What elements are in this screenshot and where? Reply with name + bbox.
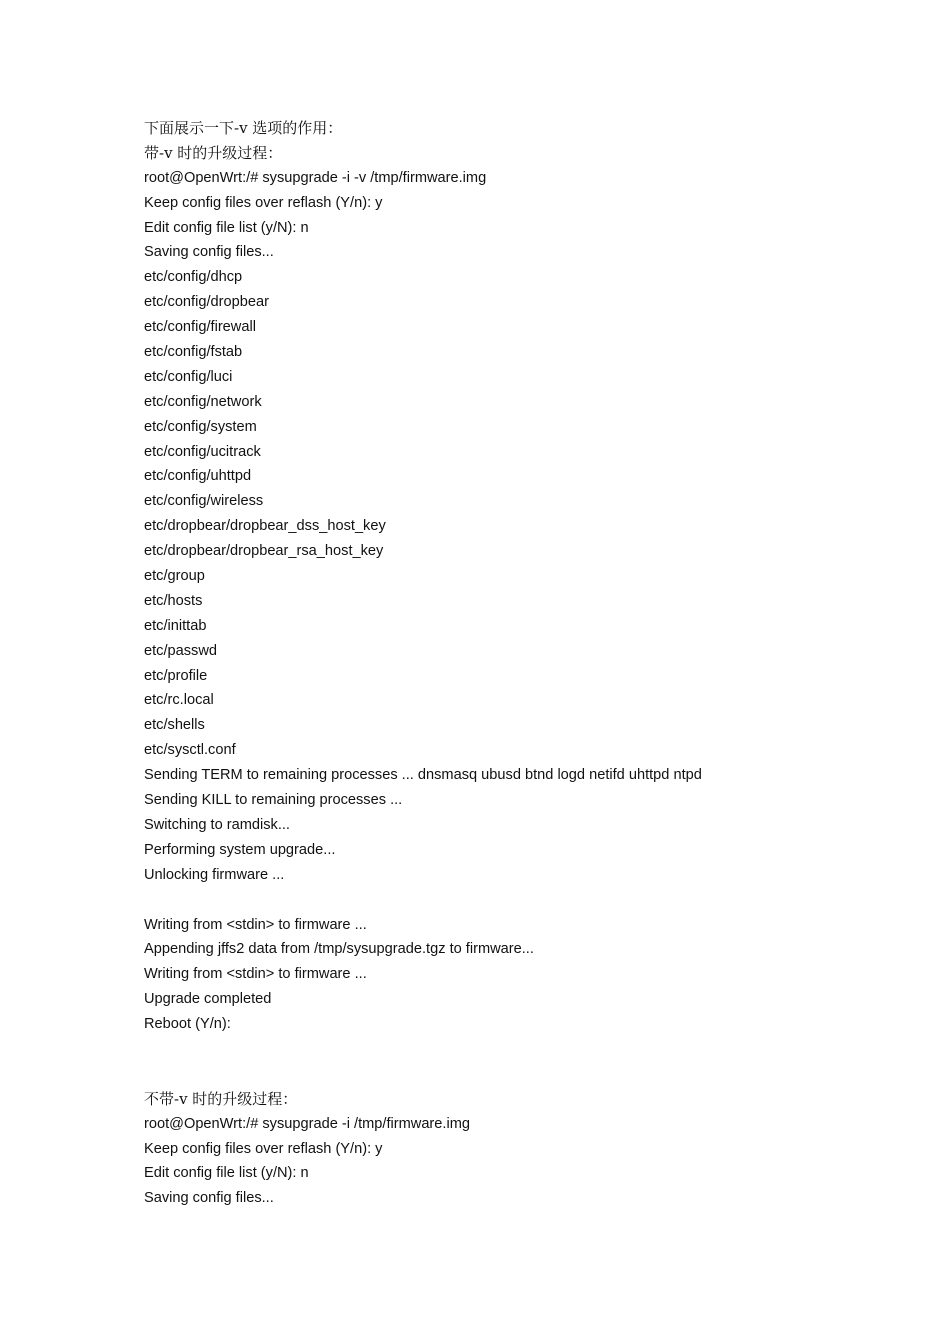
log-line: Saving config files... <box>144 244 274 261</box>
log-line: Upgrade completed <box>144 991 272 1008</box>
log-line: etc/config/network <box>144 393 262 410</box>
log-line: Keep config files over reflash (Y/n): y <box>144 1140 383 1157</box>
document-page <box>144 116 904 1211</box>
log-line: Performing system upgrade... <box>144 841 336 858</box>
section-heading-with-v: 带-v 时的升级过程： <box>144 143 283 162</box>
spacer <box>144 1037 904 1062</box>
log-line: etc/dropbear/dropbear_dss_host_key <box>144 518 386 535</box>
log-line: etc/hosts <box>144 592 203 609</box>
log-line: etc/config/firewall <box>144 319 256 336</box>
log-line: Edit config file list (y/N): n <box>144 219 309 236</box>
log-line: Switching to ramdisk... <box>144 816 290 833</box>
spacer <box>144 1062 904 1087</box>
log-line: Edit config file list (y/N): n <box>144 1165 309 1182</box>
log-line: etc/config/ucitrack <box>144 443 261 460</box>
log-line: etc/dropbear/dropbear_rsa_host_key <box>144 543 384 560</box>
log-line: Reboot (Y/n): <box>144 1016 231 1033</box>
log-line: Writing from <stdin> to firmware ... <box>144 916 367 933</box>
log-line: etc/group <box>144 568 205 585</box>
log-line: etc/config/luci <box>144 368 233 385</box>
log-line: etc/config/wireless <box>144 493 264 510</box>
terminal-log-without-v <box>144 1112 904 1212</box>
log-line: Keep config files over reflash (Y/n): y <box>144 194 383 211</box>
log-line: etc/shells <box>144 717 205 734</box>
log-line: etc/config/fstab <box>144 344 243 361</box>
log-line: Sending TERM to remaining processes ... dnsmasq ubusd btnd logd netifd uhttpd ntpd <box>144 767 702 784</box>
log-line: etc/config/system <box>144 418 257 435</box>
log-line: Writing from <stdin> to firmware ... <box>144 966 367 983</box>
log-line: Saving config files... <box>144 1190 274 1207</box>
intro-heading: 下面展示一下-v 选项的作用： <box>144 119 343 137</box>
terminal-log-with-v <box>144 166 904 1037</box>
log-line: root@OpenWrt:/# sysupgrade -i -v /tmp/firmware.img <box>144 169 487 186</box>
log-line: etc/config/dhcp <box>144 269 243 286</box>
log-line: etc/inittab <box>144 617 207 634</box>
log-line: Sending KILL to remaining processes ... <box>144 792 403 809</box>
log-line: Appending jffs2 data from /tmp/sysupgrade.tgz to firmware... <box>144 941 534 958</box>
section-heading-without-v: 不带-v 时的升级过程： <box>144 1089 298 1108</box>
log-line: etc/profile <box>144 667 208 684</box>
log-line: etc/passwd <box>144 642 218 659</box>
log-line: etc/rc.local <box>144 692 214 709</box>
log-line: etc/config/uhttpd <box>144 468 252 485</box>
log-line-blank <box>144 888 904 913</box>
log-line: etc/sysctl.conf <box>144 742 236 759</box>
log-line: Unlocking firmware ... <box>144 866 285 883</box>
log-line: etc/config/dropbear <box>144 294 269 311</box>
log-line: root@OpenWrt:/# sysupgrade -i /tmp/firmware.img <box>144 1115 470 1132</box>
